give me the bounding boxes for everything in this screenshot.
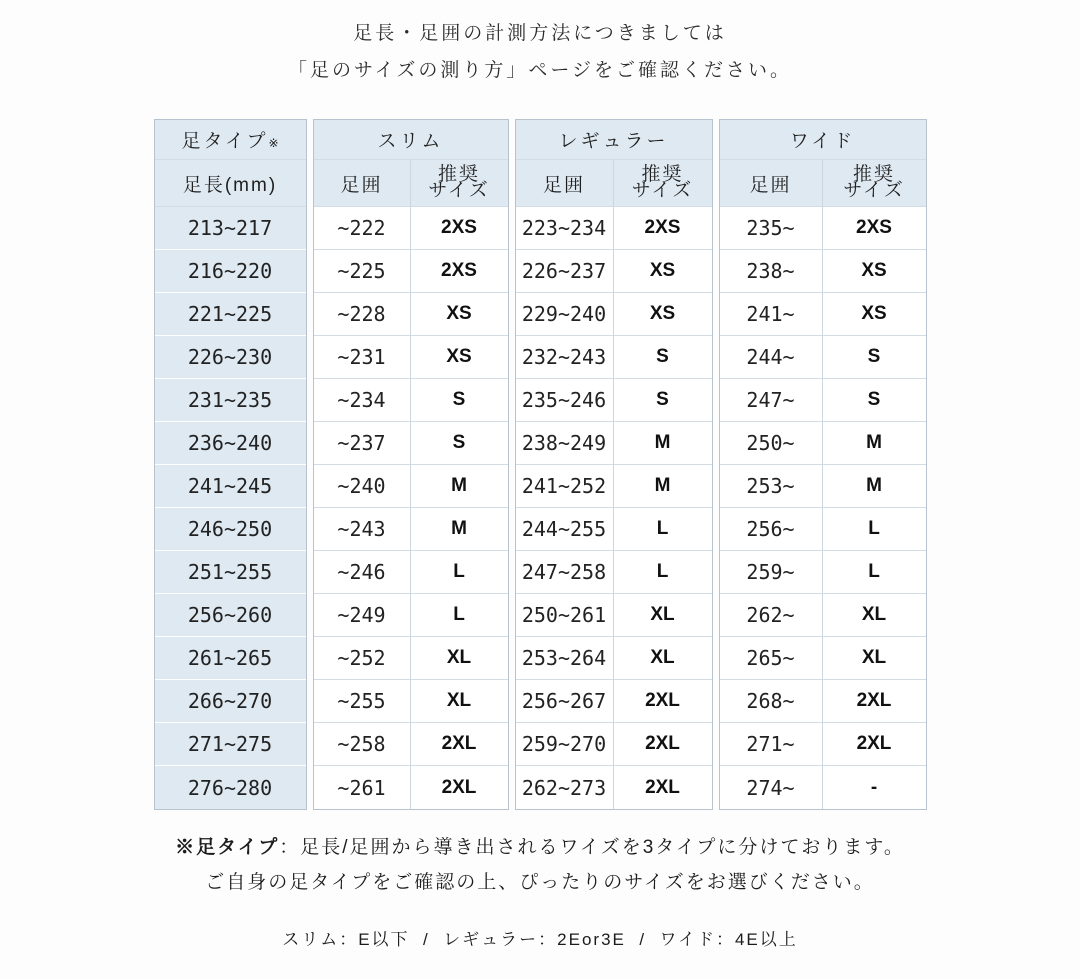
size-cell: XS	[823, 250, 926, 293]
girth-cell: ~252	[314, 637, 411, 680]
foot-length-header: 足長(mm)	[155, 160, 306, 207]
size-cell: XL	[411, 637, 508, 680]
table-row	[516, 637, 712, 680]
table-row	[720, 293, 926, 336]
table-row	[516, 293, 712, 336]
girth-cell: 274~	[720, 766, 823, 809]
size-cell: 2XL	[823, 680, 926, 723]
length-cell: 246~250	[155, 508, 306, 551]
girth-cell: 235~	[720, 207, 823, 250]
table-header-row	[155, 120, 306, 160]
table-row	[155, 723, 306, 766]
size-cell: XL	[823, 637, 926, 680]
table-row	[720, 723, 926, 766]
girth-cell: ~231	[314, 336, 411, 379]
table-row	[720, 594, 926, 637]
foot-type-label: 足タイプ	[181, 131, 269, 152]
girth-cell: 229~240	[516, 293, 614, 336]
size-cell: S	[411, 422, 508, 465]
foot-type-note-term: ※足タイプ	[175, 837, 280, 858]
girth-cell: ~234	[314, 379, 411, 422]
size-cell: 2XS	[411, 250, 508, 293]
table-row	[720, 336, 926, 379]
girth-cell: 244~	[720, 336, 823, 379]
table-row	[314, 379, 508, 422]
table-row	[155, 680, 306, 723]
girth-cell: 259~270	[516, 723, 614, 766]
size-cell: XS	[411, 293, 508, 336]
girth-cell: ~255	[314, 680, 411, 723]
size-cell: L	[411, 551, 508, 594]
girth-cell: 259~	[720, 551, 823, 594]
size-label: サイズ	[428, 180, 490, 201]
table-row	[314, 508, 508, 551]
intro-line-2: 「足のサイズの測り方」ページをご確認ください。	[287, 60, 793, 81]
table-row	[155, 207, 306, 250]
girth-cell: 253~	[720, 465, 823, 508]
size-cell: L	[823, 551, 926, 594]
size-cell: 2XL	[823, 723, 926, 766]
size-cell: XS	[614, 250, 712, 293]
size-cell: XL	[823, 594, 926, 637]
size-cell: S	[614, 336, 712, 379]
length-cell: 236~240	[155, 422, 306, 465]
table-row	[314, 680, 508, 723]
size-cell: 2XL	[411, 766, 508, 809]
size-cell: M	[823, 422, 926, 465]
table-row	[720, 551, 926, 594]
table-row	[516, 551, 712, 594]
table-row	[155, 594, 306, 637]
regular-group	[515, 119, 713, 810]
size-cell: XS	[823, 293, 926, 336]
girth-cell: 244~255	[516, 508, 614, 551]
table-row	[720, 465, 926, 508]
table-subheader-row	[314, 160, 508, 207]
table-subheader-row	[155, 160, 306, 207]
size-cell: XL	[614, 637, 712, 680]
table-row	[314, 723, 508, 766]
size-cell: M	[411, 508, 508, 551]
table-row	[516, 207, 712, 250]
slim-header: スリム	[314, 120, 508, 160]
girth-header: 足囲	[720, 160, 823, 207]
table-row	[516, 465, 712, 508]
table-row	[314, 207, 508, 250]
length-cell: 213~217	[155, 207, 306, 250]
size-cell: 2XS	[614, 207, 712, 250]
recommended-label: 推奨	[641, 164, 684, 185]
table-row	[516, 250, 712, 293]
size-cell: -	[823, 766, 926, 809]
length-cell: 231~235	[155, 379, 306, 422]
table-row	[314, 637, 508, 680]
foot-type-header	[155, 120, 306, 160]
girth-cell: ~258	[314, 723, 411, 766]
length-cell: 216~220	[155, 250, 306, 293]
length-cell: 256~260	[155, 594, 306, 637]
foot-type-column	[154, 119, 307, 810]
girth-cell: ~225	[314, 250, 411, 293]
table-row	[720, 766, 926, 809]
length-cell: 276~280	[155, 766, 306, 809]
slim-group	[313, 119, 509, 810]
foot-type-note-text: ：足長/足囲から導き出されるワイズを3タイプに分けております。	[279, 837, 905, 858]
table-header-row	[314, 120, 508, 160]
table-row	[155, 293, 306, 336]
girth-cell: 256~267	[516, 680, 614, 723]
table-row	[720, 379, 926, 422]
girth-cell: 223~234	[516, 207, 614, 250]
table-row	[155, 766, 306, 809]
girth-cell: ~237	[314, 422, 411, 465]
girth-header: 足囲	[516, 160, 614, 207]
size-cell: M	[411, 465, 508, 508]
girth-cell: 238~	[720, 250, 823, 293]
table-row	[155, 422, 306, 465]
size-cell: S	[411, 379, 508, 422]
table-row	[155, 465, 306, 508]
intro-line-1: 足長・足囲の計測方法につきましては	[353, 23, 727, 44]
table-row	[720, 680, 926, 723]
size-cell: S	[823, 379, 926, 422]
size-cell: 2XS	[411, 207, 508, 250]
girth-cell: 268~	[720, 680, 823, 723]
girth-cell: 253~264	[516, 637, 614, 680]
girth-cell: 226~237	[516, 250, 614, 293]
size-cell: M	[614, 422, 712, 465]
girth-cell: 271~	[720, 723, 823, 766]
wide-header: ワイド	[720, 120, 926, 160]
intro-text	[0, 22, 1080, 83]
girth-cell: ~249	[314, 594, 411, 637]
length-cell: 271~275	[155, 723, 306, 766]
recommended-label: 推奨	[852, 164, 895, 185]
girth-cell: ~222	[314, 207, 411, 250]
length-cell: 221~225	[155, 293, 306, 336]
size-table	[154, 119, 927, 810]
size-cell: 2XL	[614, 766, 712, 809]
size-cell: 2XL	[614, 723, 712, 766]
girth-cell: 265~	[720, 637, 823, 680]
table-row	[720, 637, 926, 680]
girth-cell: 250~	[720, 422, 823, 465]
size-cell: M	[823, 465, 926, 508]
table-row	[516, 379, 712, 422]
table-row	[314, 551, 508, 594]
size-cell: L	[614, 551, 712, 594]
table-row	[155, 551, 306, 594]
table-row	[314, 336, 508, 379]
table-row	[314, 766, 508, 809]
table-row	[516, 422, 712, 465]
recommended-size-header	[823, 160, 926, 207]
table-row	[314, 250, 508, 293]
girth-cell: ~243	[314, 508, 411, 551]
size-cell: L	[411, 594, 508, 637]
girth-cell: 247~258	[516, 551, 614, 594]
table-row	[516, 508, 712, 551]
table-row	[155, 508, 306, 551]
regular-header: レギュラー	[516, 120, 712, 160]
girth-cell: 238~249	[516, 422, 614, 465]
length-cell: 226~230	[155, 336, 306, 379]
table-header-row	[720, 120, 926, 160]
wide-group	[719, 119, 927, 810]
size-cell: 2XS	[823, 207, 926, 250]
table-subheader-row	[516, 160, 712, 207]
table-row	[155, 250, 306, 293]
table-row	[155, 336, 306, 379]
recommended-size-header	[411, 160, 508, 207]
girth-cell: ~228	[314, 293, 411, 336]
table-row	[720, 250, 926, 293]
table-subheader-row	[720, 160, 926, 207]
girth-cell: 262~	[720, 594, 823, 637]
girth-cell: ~261	[314, 766, 411, 809]
girth-cell: ~240	[314, 465, 411, 508]
width-legend: スリム：E以下 / レギュラー：2Eor3E / ワイド：4E以上	[282, 930, 798, 949]
size-cell: L	[614, 508, 712, 551]
table-header-row	[516, 120, 712, 160]
table-row	[720, 207, 926, 250]
table-row	[720, 508, 926, 551]
girth-cell: 232~243	[516, 336, 614, 379]
size-cell: 2XL	[411, 723, 508, 766]
girth-cell: 262~273	[516, 766, 614, 809]
length-cell: 266~270	[155, 680, 306, 723]
size-cell: XL	[614, 594, 712, 637]
recommended-size-header	[614, 160, 712, 207]
table-row	[516, 594, 712, 637]
table-row	[314, 594, 508, 637]
table-row	[720, 422, 926, 465]
size-cell: XL	[411, 680, 508, 723]
girth-cell: ~246	[314, 551, 411, 594]
foot-type-mark: ※	[268, 136, 279, 150]
length-cell: 261~265	[155, 637, 306, 680]
size-cell: XS	[614, 293, 712, 336]
girth-cell: 235~246	[516, 379, 614, 422]
size-cell: S	[823, 336, 926, 379]
girth-cell: 241~252	[516, 465, 614, 508]
table-row	[314, 293, 508, 336]
table-row	[314, 422, 508, 465]
size-cell: L	[823, 508, 926, 551]
table-row	[155, 637, 306, 680]
size-label: サイズ	[843, 180, 905, 201]
girth-header: 足囲	[314, 160, 411, 207]
recommended-label: 推奨	[437, 164, 480, 185]
foot-type-note-line2: ご自身の足タイプをご確認の上、ぴったりのサイズをお選びください。	[205, 872, 875, 893]
table-row	[516, 766, 712, 809]
girth-cell: 247~	[720, 379, 823, 422]
footnotes	[0, 836, 1080, 895]
table-row	[516, 723, 712, 766]
size-cell: M	[614, 465, 712, 508]
girth-cell: 250~261	[516, 594, 614, 637]
table-row	[314, 465, 508, 508]
size-cell: 2XL	[614, 680, 712, 723]
girth-cell: 241~	[720, 293, 823, 336]
foot-type-note-line1	[0, 836, 1080, 860]
size-cell: XS	[411, 336, 508, 379]
length-cell: 241~245	[155, 465, 306, 508]
length-cell: 251~255	[155, 551, 306, 594]
table-row	[155, 379, 306, 422]
table-row	[516, 336, 712, 379]
table-row	[516, 680, 712, 723]
size-cell: S	[614, 379, 712, 422]
girth-cell: 256~	[720, 508, 823, 551]
size-label: サイズ	[631, 180, 694, 201]
